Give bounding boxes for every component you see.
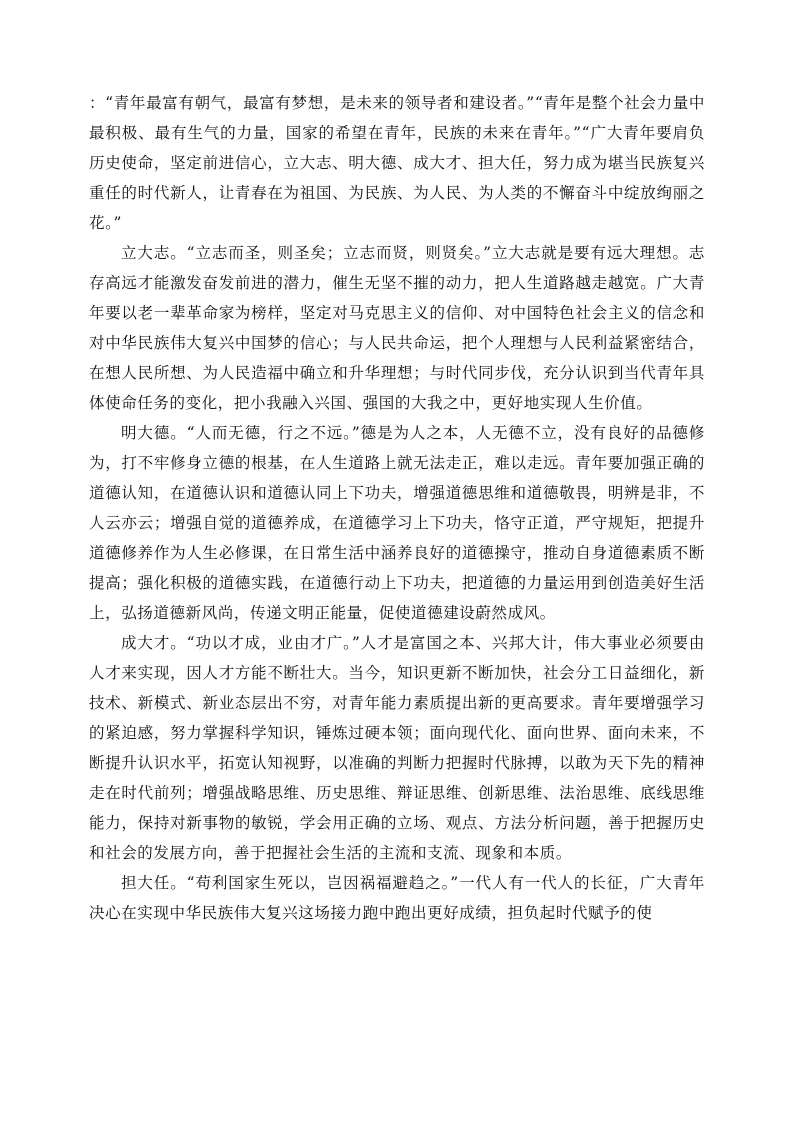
paragraph-ming-da-de: 明大德。“人而无德，行之不远。”德是为人之本，人无德不立，没有良好的品德修为，打不牢修身立德的根基，在人生道路上就无法走正，难以走远。青年要加强正确的道德认知，在道德认识和道德认同上下功夫，增强道德思维和道德敬畏，明辨是非，不人云亦云；增强自觉的道德养成，在道德学习上下功夫，恪守正道，严守规矩，把提升道德修养作为人生必修课，在日常生活中涵养良好的道德操守，推动自身道德素质不断提高；强化积极的道德实践，在道德行动上下功夫，把道德的力量运用到创造美好生活上，弘扬道德新风尚，传递文明正能量，促使道德建设蔚然成风。 [89,424,705,622]
paragraph-intro-quote: ：“青年最富有朝气，最富有梦想，是未来的领导者和建设者。”“青年是整个社会力量中最积极、最有生气的力量，国家的希望在青年，民族的未来在青年。”“广大青年要肩负历史使命，坚定前进信心，立大志、明大德、成大才、担大任，努力成为堪当民族复兴重任的时代新人，让青春在为祖国、为民族、为人民、为人类的不懈奋斗中绽放绚丽之花。” [89,94,705,232]
paragraph-cheng-da-cai: 成大才。“功以才成，业由才广。”人才是富国之本、兴邦大计，伟大事业必须要由人才来实现，因人才方能不断壮大。当今，知识更新不断加快，社会分工日益细化，新技术、新模式、新业态层出不穷，对青年能力素质提出新的更高要求。青年要增强学习的紧迫感，努力掌握科学知识，锤炼过硬本领；面向现代化、面向世界、面向未来，不断提升认识水平，拓宽认知视野，以准确的判断力把握时代脉搏，以敢为天下先的精神走在时代前列；增强战略思维、历史思维、辩证思维、创新思维、法治思维、底线思维能力，保持对新事物的敏锐，学会用正确的立场、观点、方法分析问题，善于把握历史和社会的发展方向，善于把握社会生活的主流和支流、现象和本质。 [89,634,705,862]
paragraph-li-da-zhi: 立大志。“立志而圣，则圣矣；立志而贤，则贤矣。”立大志就是要有远大理想。志存高远才能激发奋发前进的潜力，催生无坚不摧的动力，把人生道路越走越宽。广大青年要以老一辈革命家为榜样，坚定对马克思主义的信仰、对中国特色社会主义的信念和对中华民族伟大复兴中国梦的信心；与人民共命运，把个人理想与人民利益紧密结合，在想人民所想、为人民造福中确立和升华理想；与时代同步伐，充分认识到当代青年具体使命任务的变化，把小我融入兴国、强国的大我之中，更好地实现人生价值。 [89,244,705,412]
document-body [89,88,705,928]
paragraph-dan-da-ren: 担大任。“苟利国家生死以，岂因祸福避趋之。”一代人有一代人的长征，广大青年决心在实现中华民族伟大复兴这场接力跑中跑出更好成绩，担负起时代赋予的使 [89,874,705,922]
